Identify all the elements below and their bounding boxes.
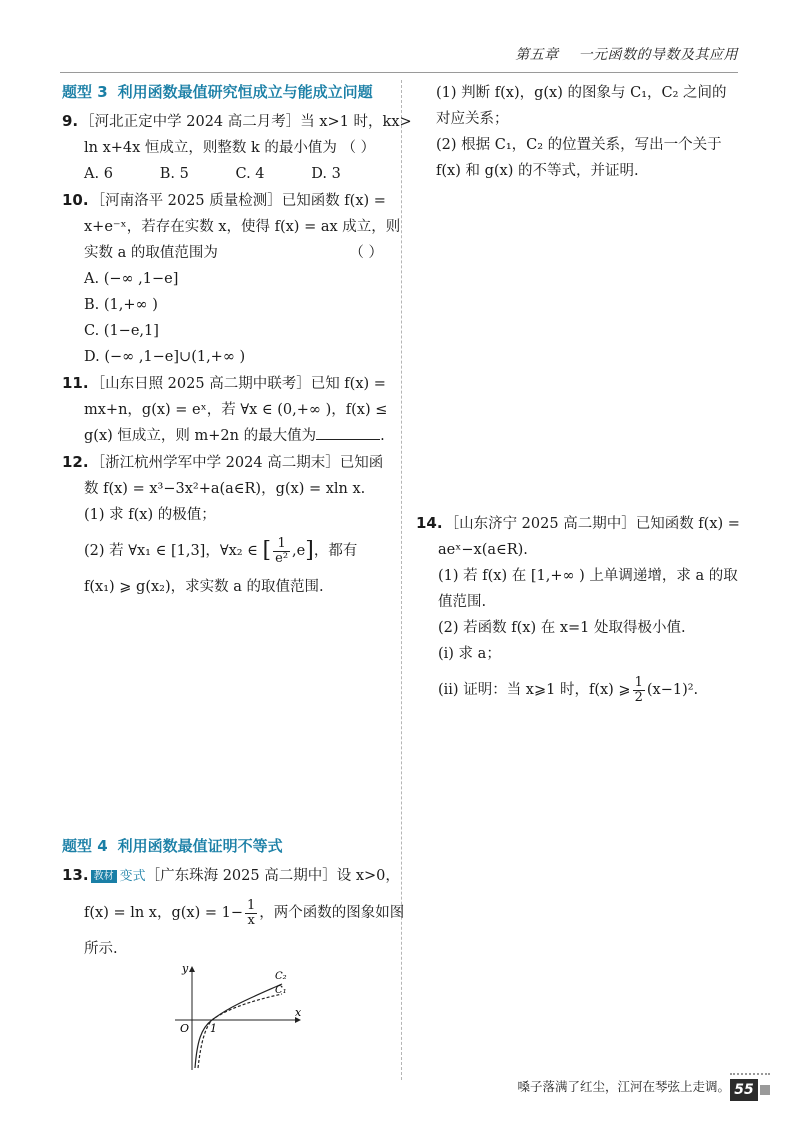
textbook-badge: 教材 [91, 870, 117, 883]
page-number: 55 [730, 1079, 758, 1101]
right-column-top: (1) 判断 f(x)，g(x) 的图象与 C₁，C₂ 之间的 对应关系； (2) 根据 C₁，C₂ 的位置关系，写出一个关于 f(x) 和 g(x) 的不等式，并证明. [436, 85, 727, 179]
section-4-heading: 题型 4 利用函数最值证明不等式 [62, 837, 283, 855]
x-axis-label: x [295, 1006, 302, 1019]
c1-label: C₁ [275, 985, 287, 996]
footer-motto: 嗓子落满了红尘，江河在琴弦上走调。 [517, 1079, 730, 1094]
fraction: $\frac{1}{2}$ [634, 674, 643, 705]
page-corner-square [760, 1085, 770, 1095]
question-10: 10. ［河南洛平 2025 质量检测］已知函数 f(x) = x+e⁻ˣ，若存在实数 x，使得 f(x) = ax 成立，则 实数 a 的取值范围为 （ ） A. (−∞ ,1−e] B. (1,+∞ ) C. (1−e,1] D. (−∞ ,1−e]∪(1,+∞ ) [62, 191, 401, 365]
page-header [515, 44, 738, 64]
y-axis-label: y [182, 962, 189, 975]
q13-function-graph [170, 962, 310, 1074]
question-9: 9. ［河北正定中学 2024 高二月考］当 x>1 时，kx> ln x+4x 恒成立，则整数 k 的最小值为 （ ） A. 6 B. 5 C. 4 D. 3 [62, 108, 387, 187]
section-3-heading: 题型 3 利用函数最值研究恒成立与能成立问题 [62, 83, 373, 101]
question-12: 12. ［浙江杭州学军中学 2024 高二期末］已知函 数 f(x) = x³−3x²+a(a∈R)，g(x) = xln x. (1) 求 f(x) 的极值； (2) 若 ∀x₁ ∈ [1,3]，∀x₂ ∈ [ $\frac{1}{\text{e²}}$ ,e]，都有 f(x₁) ⩾ g(x₂)，求实数 a 的取值范围. [62, 453, 384, 595]
section-4-block [62, 832, 405, 962]
question-14: 14. ［山东济宁 2025 高二期中］已知函数 f(x) = aeˣ−x(a∈R). (1) 若 f(x) 在 [1,+∞ ) 上单调递增，求 a 的取 值范围. (2) 若函数 f(x) 在 x=1 处取得极小值. (i) 求 a； (ii) 证明：当 x⩾1 时，f(x) ⩾ $\frac{1}{2}$ (x−1)². [416, 514, 740, 705]
footer-dots [730, 1073, 770, 1075]
chapter-label: 第五章 [515, 47, 559, 63]
fraction: $\frac{1}{\text{e²}}$ [275, 535, 289, 566]
answer-blank [316, 423, 380, 440]
fraction: $\frac{1}{x}$ [247, 897, 256, 928]
c2-label: C₂ [275, 971, 287, 982]
chapter-title: 一元函数的导数及其应用 [578, 47, 738, 63]
tick-one-label: 1 [210, 1022, 217, 1035]
origin-label: O [180, 1022, 190, 1035]
header-rule [60, 72, 738, 73]
q9-options: A. 6 B. 5 C. 4 D. 3 [84, 166, 341, 182]
question-11: 11. ［山东日照 2025 高二期中联考］已知 f(x) = mx+n，g(x) = eˣ，若 ∀x ∈ (0,+∞ )，f(x) ≤ g(x) 恒成立，则 m+2n 的最大值为 . [62, 374, 388, 444]
left-column [62, 78, 412, 600]
y-axis-arrow [189, 966, 195, 972]
question-13: 13. 教材 变式［广东珠海 2025 高二期中］设 x>0， f(x) = ln x，g(x) = 1− $\frac{1}{x}$ ，两个函数的图象如图 所示. [62, 866, 405, 957]
